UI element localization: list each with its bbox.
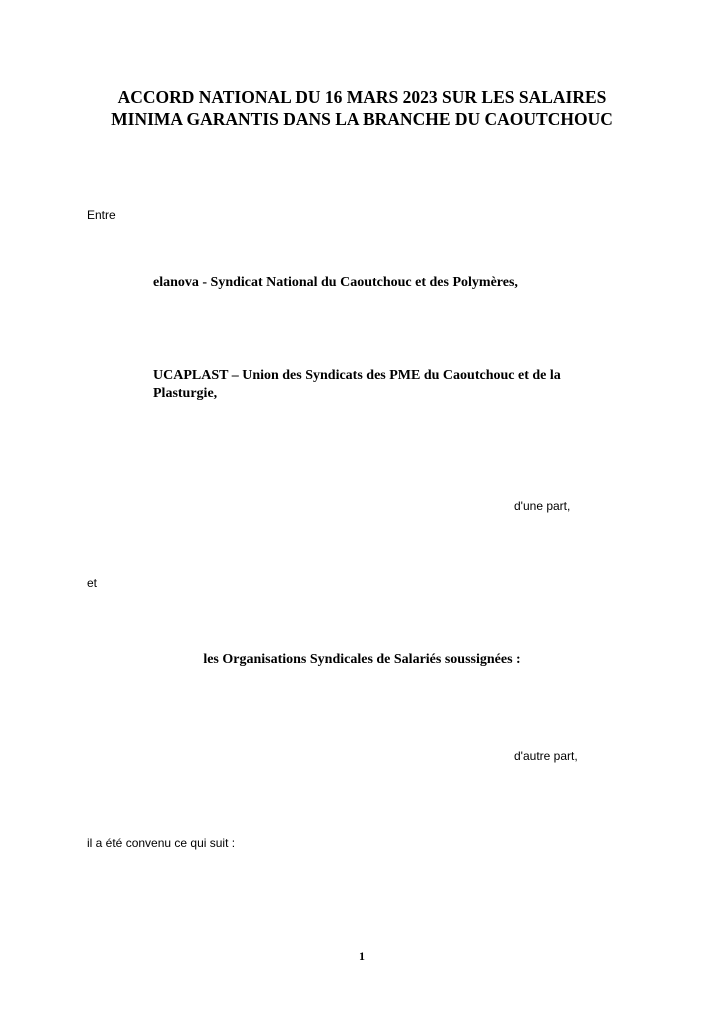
page-number: 1 (359, 949, 365, 963)
et-text: et (87, 576, 98, 590)
autre-part-text: d'autre part, (514, 749, 578, 763)
party-organisations-syndicales: les Organisations Syndicales de Salariés soussignées : (203, 652, 521, 667)
party-ucaplast-line-2: Plasturgie, (153, 386, 218, 401)
party-elanova: elanova - Syndicat National du Caoutchouc et des Polymères, (153, 275, 518, 290)
document-title (0, 86, 724, 130)
title-line-2: MINIMA GARANTIS DANS LA BRANCHE DU CAOUTCHOUC (111, 109, 613, 129)
une-part-text: d'une part, (514, 499, 571, 513)
entre-text: Entre (87, 208, 116, 222)
convenu-text: il a été convenu ce qui suit : (87, 836, 236, 850)
party-ucaplast-line-1: UCAPLAST – Union des Syndicats des PME du Caoutchouc et de la (153, 368, 561, 383)
party-ucaplast (153, 367, 623, 403)
title-line-1: ACCORD NATIONAL DU 16 MARS 2023 SUR LES SALAIRES (117, 87, 607, 107)
